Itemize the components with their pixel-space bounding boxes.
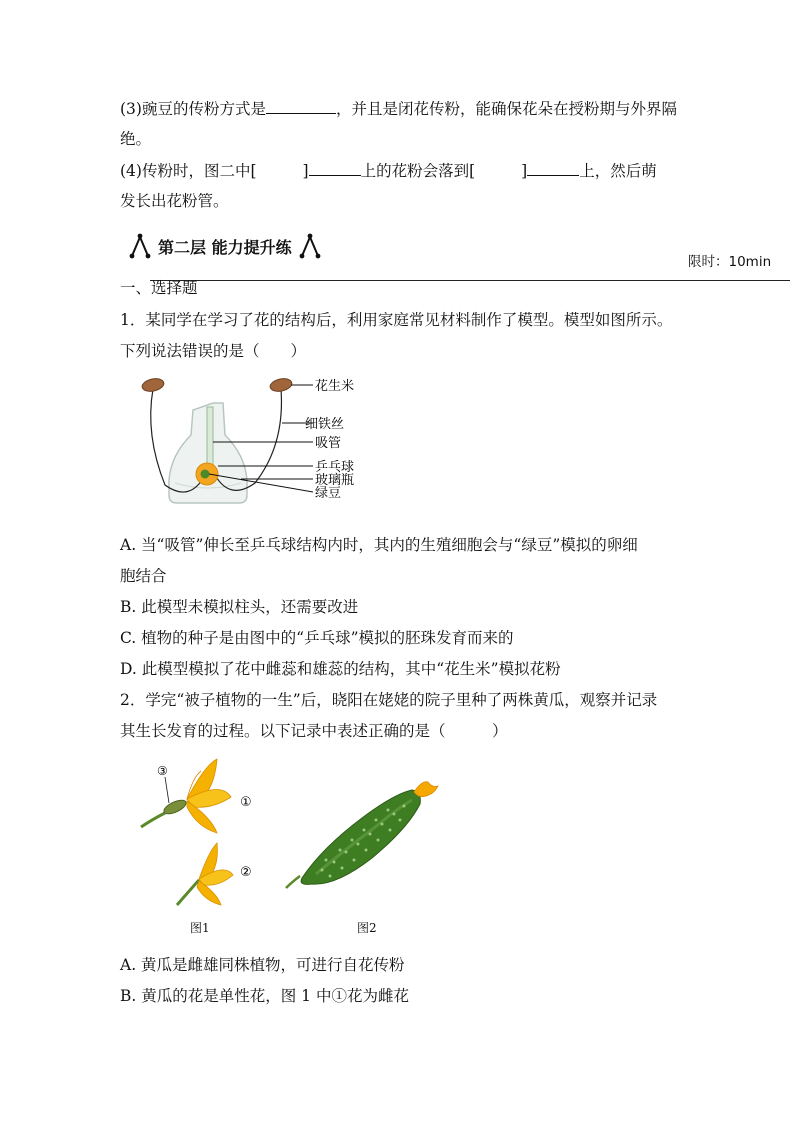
label-glass-bottle: 玻璃瓶 xyxy=(315,473,355,488)
cucumber-flowers-figure xyxy=(135,755,275,915)
flower-2 xyxy=(197,843,233,905)
mark-2: ② xyxy=(240,865,252,880)
q4-text-2: 上的花粉会落到[ xyxy=(360,162,476,180)
cucumber-figure xyxy=(282,778,442,894)
section-divider xyxy=(150,280,790,281)
label-ping-pong-ball: 乒乓球 xyxy=(315,460,355,475)
cucumber-flower-remnant xyxy=(414,782,438,797)
mark-3: ③ xyxy=(157,764,168,778)
q2-stem-line2: 其生长发育的过程。以下记录中表述正确的是（ ） xyxy=(120,722,508,740)
q4-line1 xyxy=(120,160,657,181)
q2-option-a[interactable]: A. 黄瓜是雌雄同株植物，可进行自花传粉 xyxy=(120,956,405,974)
q4-text-4: 发长出花粉管。 xyxy=(120,192,229,210)
q3-line2 xyxy=(120,129,151,149)
q4-line2 xyxy=(120,191,229,211)
label-wire: 细铁丝 xyxy=(305,417,345,432)
section-title: 第二层 能力提升练 xyxy=(158,237,292,257)
mung-bean xyxy=(201,470,210,479)
label-straw: 吸管 xyxy=(315,436,342,451)
q3-text-3: 绝。 xyxy=(120,130,152,148)
q2-stem-line1: 2．学完“被子植物的一生”后，晓阳在姥姥的院子里种了两株黄瓜，观察并记录 xyxy=(120,691,658,709)
q4-text-1: (4)传粉时，图二中[ xyxy=(120,162,257,180)
q4-answer-blank-2[interactable] xyxy=(527,160,579,176)
q4-text-3: 上，然后萌 xyxy=(579,162,657,180)
q3-answer-blank[interactable] xyxy=(266,98,336,114)
section-left-ornament-icon xyxy=(128,232,152,260)
q4-bracket-close-1: ] xyxy=(302,162,309,180)
q3-text-2: ，并且是闭花传粉，能确保花朵在授粉期与外界隔 xyxy=(335,100,677,118)
ovary xyxy=(162,797,188,816)
label-peanut: 花生米 xyxy=(315,379,355,394)
figure-2-caption: 图2 xyxy=(357,921,377,935)
section-right-ornament-icon xyxy=(298,232,322,260)
q2-option-b[interactable]: B. 黄瓜的花是单性花，图 1 中①花为雌花 xyxy=(120,987,409,1005)
flower-model-figure xyxy=(135,375,375,510)
section-header xyxy=(128,230,322,262)
mark-1: ① xyxy=(240,795,252,810)
q1-option-a-line2[interactable]: 胞结合 xyxy=(120,567,167,585)
peanut-right xyxy=(269,377,293,393)
flower-1 xyxy=(187,759,231,833)
q1-option-a-line1[interactable]: A. 当“吸管”伸长至乒乓球结构内时，其内的生殖细胞会与“绿豆”模拟的卵细 xyxy=(120,536,638,554)
peanut-left xyxy=(141,377,165,393)
q1-option-d[interactable]: D. 此模型模拟了花中雌蕊和雄蕊的结构，其中“花生米”模拟花粉 xyxy=(120,660,561,678)
q1-option-b[interactable]: B. 此模型未模拟柱头，还需要改进 xyxy=(120,598,359,616)
q3-text-1: (3)豌豆的传粉方式是 xyxy=(120,100,266,118)
q4-answer-blank-1[interactable] xyxy=(309,160,361,176)
q1-option-c[interactable]: C. 植物的种子是由图中的“乒乓球”模拟的胚珠发育而来的 xyxy=(120,629,514,647)
q4-bracket-close-2: ] xyxy=(521,162,528,180)
straw xyxy=(207,407,213,469)
q3-line1 xyxy=(120,98,677,119)
part-heading: 一、选择题 xyxy=(120,279,198,297)
label-mung-bean: 绿豆 xyxy=(315,486,342,501)
time-limit: 限时：10min xyxy=(688,254,772,270)
figure-1-caption: 图1 xyxy=(190,921,210,935)
q1-stem-line2: 下列说法错误的是（ ） xyxy=(120,342,307,360)
q1-stem-line1: 1．某同学在学习了花的结构后，利用家庭常见材料制作了模型。模型如图所示。 xyxy=(120,311,673,329)
